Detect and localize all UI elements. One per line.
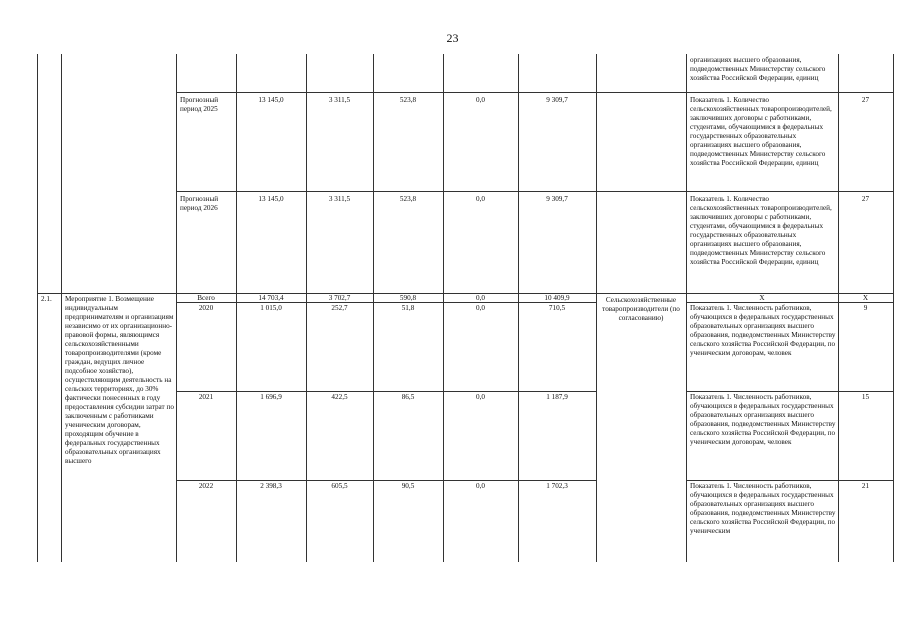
grid-line — [61, 54, 62, 562]
period-cell: Прогнозный период 2025 — [180, 96, 219, 113]
value-cell: 523,8 — [399, 195, 417, 203]
grid-line — [686, 54, 687, 562]
indicator-value: 21 — [861, 482, 870, 490]
indicator-cell: Х — [759, 294, 765, 302]
value-cell: 51,8 — [401, 304, 415, 312]
indicator-cell: Показатель 1. Численность работников, обучающихся в федеральных государственных образовательных организациях высшего образования, подведомственных Министерству сельского хозяйства Российской Федерации, по ученическим договорам, человек — [690, 304, 836, 357]
value-cell: 13 145,0 — [258, 195, 284, 203]
value-cell: 3 311,5 — [328, 96, 351, 104]
grid-line — [176, 480, 596, 481]
indicator-cell: Показатель 1. Количество сельскохозяйственных товаропроизводителей, заключивших договоры с работниками, студентами, обучающимися в федеральных государственных образовательных организациях высшего образования, подведомственных Министерству сельского хозяйства Российской Федерации, единиц — [690, 96, 832, 167]
value-cell: 1 187,9 — [546, 393, 568, 401]
period-cell: 2020 — [198, 304, 214, 312]
indicator-value: Х — [862, 294, 869, 302]
value-cell: 2 398,3 — [260, 482, 282, 490]
executor-cell: Сельскохозяйственные товаропроизводители (по согласованию) — [602, 296, 680, 322]
value-cell: 0,0 — [476, 482, 485, 490]
indicator-cell: Показатель 1. Численность работников, обучающихся в федеральных государственных образовательных организациях высшего образования, подведомственных Министерству сельского хозяйства Российской Федерации, по ученическим договорам, человек — [690, 393, 836, 446]
grid-line — [686, 391, 894, 392]
indicator-value: 9 — [863, 304, 868, 312]
measure-description: Мероприятие 1. Возмещение индивидуальным предпринимателям и организациям независимо от их организационно-правовой формы, являющимся сельскохозяйственными товаропроизводителями (кроме граждан, ведущих личное подсобное хозяйство), осуществляющим деятельность на сельских территориях, до 30% фактически понесенных в году предоставления субсидии затрат по заключенным с работниками ученическим договорам, проходящим обучение в федеральных государственных образовательных организациях высшего — [65, 295, 174, 465]
indicator-cell: организациях высшего образования, подведомственных Министерству сельского хозяйства Российской Федерации, единиц — [690, 56, 826, 82]
value-cell: 0,0 — [476, 96, 485, 104]
value-cell: 252,7 — [331, 304, 348, 312]
value-cell: 0,0 — [476, 195, 485, 203]
value-cell: 13 145,0 — [258, 96, 284, 104]
page-number: 23 — [446, 31, 459, 45]
value-cell: 86,5 — [401, 393, 415, 401]
grid-line — [686, 480, 894, 481]
indicator-cell: Показатель 1. Численность работников, обучающихся в федеральных государственных образовательных организациях высшего образования, подведомственных Министерству сельского хозяйства Российской Федерации, по ученическим — [690, 482, 836, 535]
grid-line — [176, 92, 894, 93]
grid-line — [176, 191, 894, 192]
value-cell: 90,5 — [401, 482, 415, 490]
grid-line — [893, 54, 894, 562]
grid-line — [37, 54, 38, 562]
value-cell: 0,0 — [476, 294, 485, 302]
value-cell: 1 015,0 — [260, 304, 282, 312]
value-cell: 3 702,7 — [328, 294, 351, 302]
value-cell: 3 311,5 — [328, 195, 351, 203]
value-cell: 9 309,7 — [546, 195, 568, 203]
value-cell: 710,5 — [548, 304, 566, 312]
value-cell: 9 309,7 — [546, 96, 568, 104]
value-cell: 1 702,3 — [546, 482, 568, 490]
value-cell: 422,5 — [331, 393, 348, 401]
measure-number: 2.1. — [41, 295, 52, 303]
indicator-cell: Показатель 1. Количество сельскохозяйственных товаропроизводителей, заключивших договоры с работниками, студентами, обучающимися в федеральных государственных образовательных организациях высшего образования, подведомственных Министерству сельского хозяйства Российской Федерации, единиц — [690, 195, 832, 266]
indicator-value: 15 — [861, 393, 870, 401]
period-cell: Прогнозный период 2026 — [180, 195, 219, 212]
grid-line — [176, 391, 596, 392]
indicator-value: 27 — [861, 195, 870, 203]
value-cell: 605,5 — [331, 482, 348, 490]
value-cell: 523,8 — [399, 96, 417, 104]
value-cell: 10 409,9 — [544, 294, 570, 302]
value-cell: 0,0 — [476, 304, 485, 312]
value-cell: 14 703,4 — [258, 294, 284, 302]
value-cell: 1 696,9 — [260, 393, 282, 401]
value-cell: 590,8 — [399, 294, 417, 302]
value-cell: 0,0 — [476, 393, 485, 401]
period-cell: 2021 — [198, 393, 214, 401]
indicator-value: 27 — [861, 96, 870, 104]
period-cell: Всего — [197, 294, 215, 302]
period-cell: 2022 — [198, 482, 214, 490]
